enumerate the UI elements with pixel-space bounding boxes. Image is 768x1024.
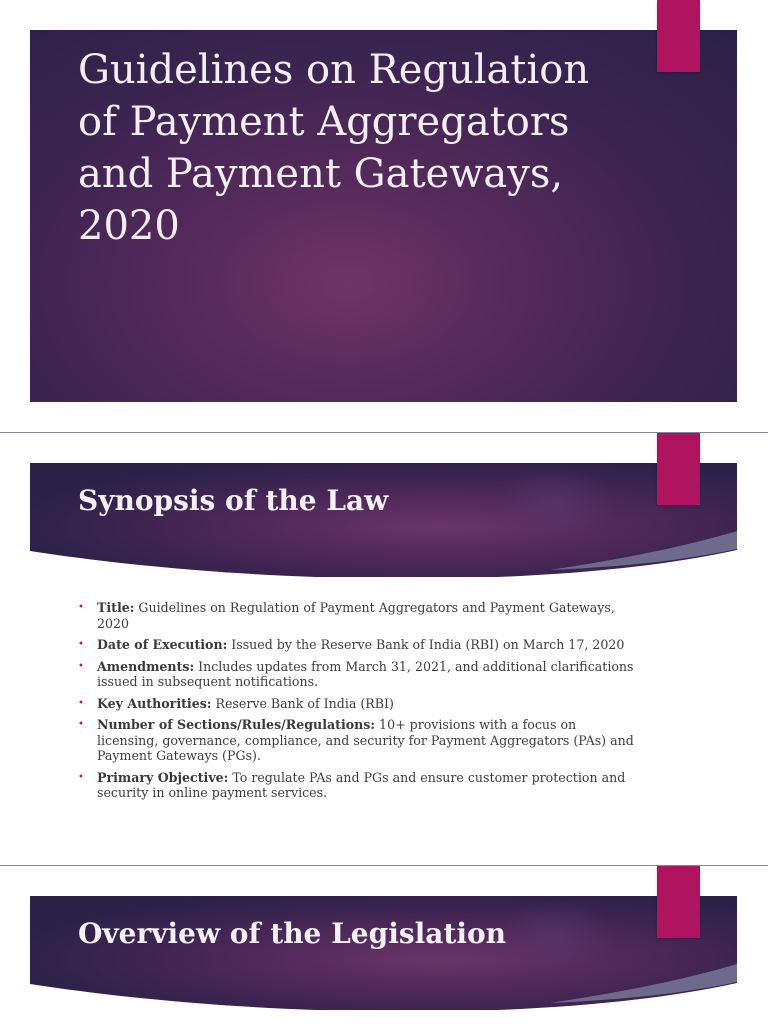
bullet-dot-icon: • bbox=[78, 719, 84, 730]
bullet-dot-icon: • bbox=[78, 660, 84, 672]
header-banner bbox=[30, 896, 737, 1010]
section-title: Synopsis of the Law bbox=[78, 484, 389, 517]
list-item: • Date of Execution: Issued by the Reserve Bank of India (RBI) on March 17, 2020 bbox=[78, 637, 625, 652]
bullet-dot-icon: • bbox=[78, 602, 84, 613]
synopsis-list bbox=[78, 600, 634, 807]
bullet-dot-icon: • bbox=[78, 639, 84, 650]
list-item: • Primary Objective: To regulate PAs and PGs and ensure customer protection and security in online payment services. bbox=[78, 769, 626, 800]
list-item: • Number of Sections/Rules/Regulations: 10+ provisions with a focus on licensing, governance, compliance, and security for Payment Aggregators (PAs) and Payment Gateways (PGs). bbox=[78, 717, 634, 763]
main-title: Guidelines on Regulation of Payment Aggregators and Payment Gateways, 2020 bbox=[78, 47, 590, 249]
title-slide bbox=[0, 0, 768, 432]
synopsis-slide bbox=[0, 433, 768, 865]
list-item: • Amendments: Includes updates from March 31, 2021, and additional clarifications issued in subsequent notifications. bbox=[78, 658, 634, 689]
list-item: • Key Authorities: Reserve Bank of India (RBI) bbox=[78, 695, 394, 711]
accent-tab bbox=[657, 433, 700, 505]
bullet-dot-icon: • bbox=[78, 771, 84, 783]
overview-slide bbox=[0, 866, 768, 1024]
header-banner bbox=[30, 463, 737, 577]
accent-tab bbox=[657, 866, 700, 938]
list-item: • Title: Guidelines on Regulation of Payment Aggregators and Payment Gateways, 2020 bbox=[78, 600, 615, 631]
bullet-dot-icon: • bbox=[78, 697, 84, 709]
section-title: Overview of the Legislation bbox=[78, 917, 506, 950]
accent-tab bbox=[657, 0, 700, 72]
